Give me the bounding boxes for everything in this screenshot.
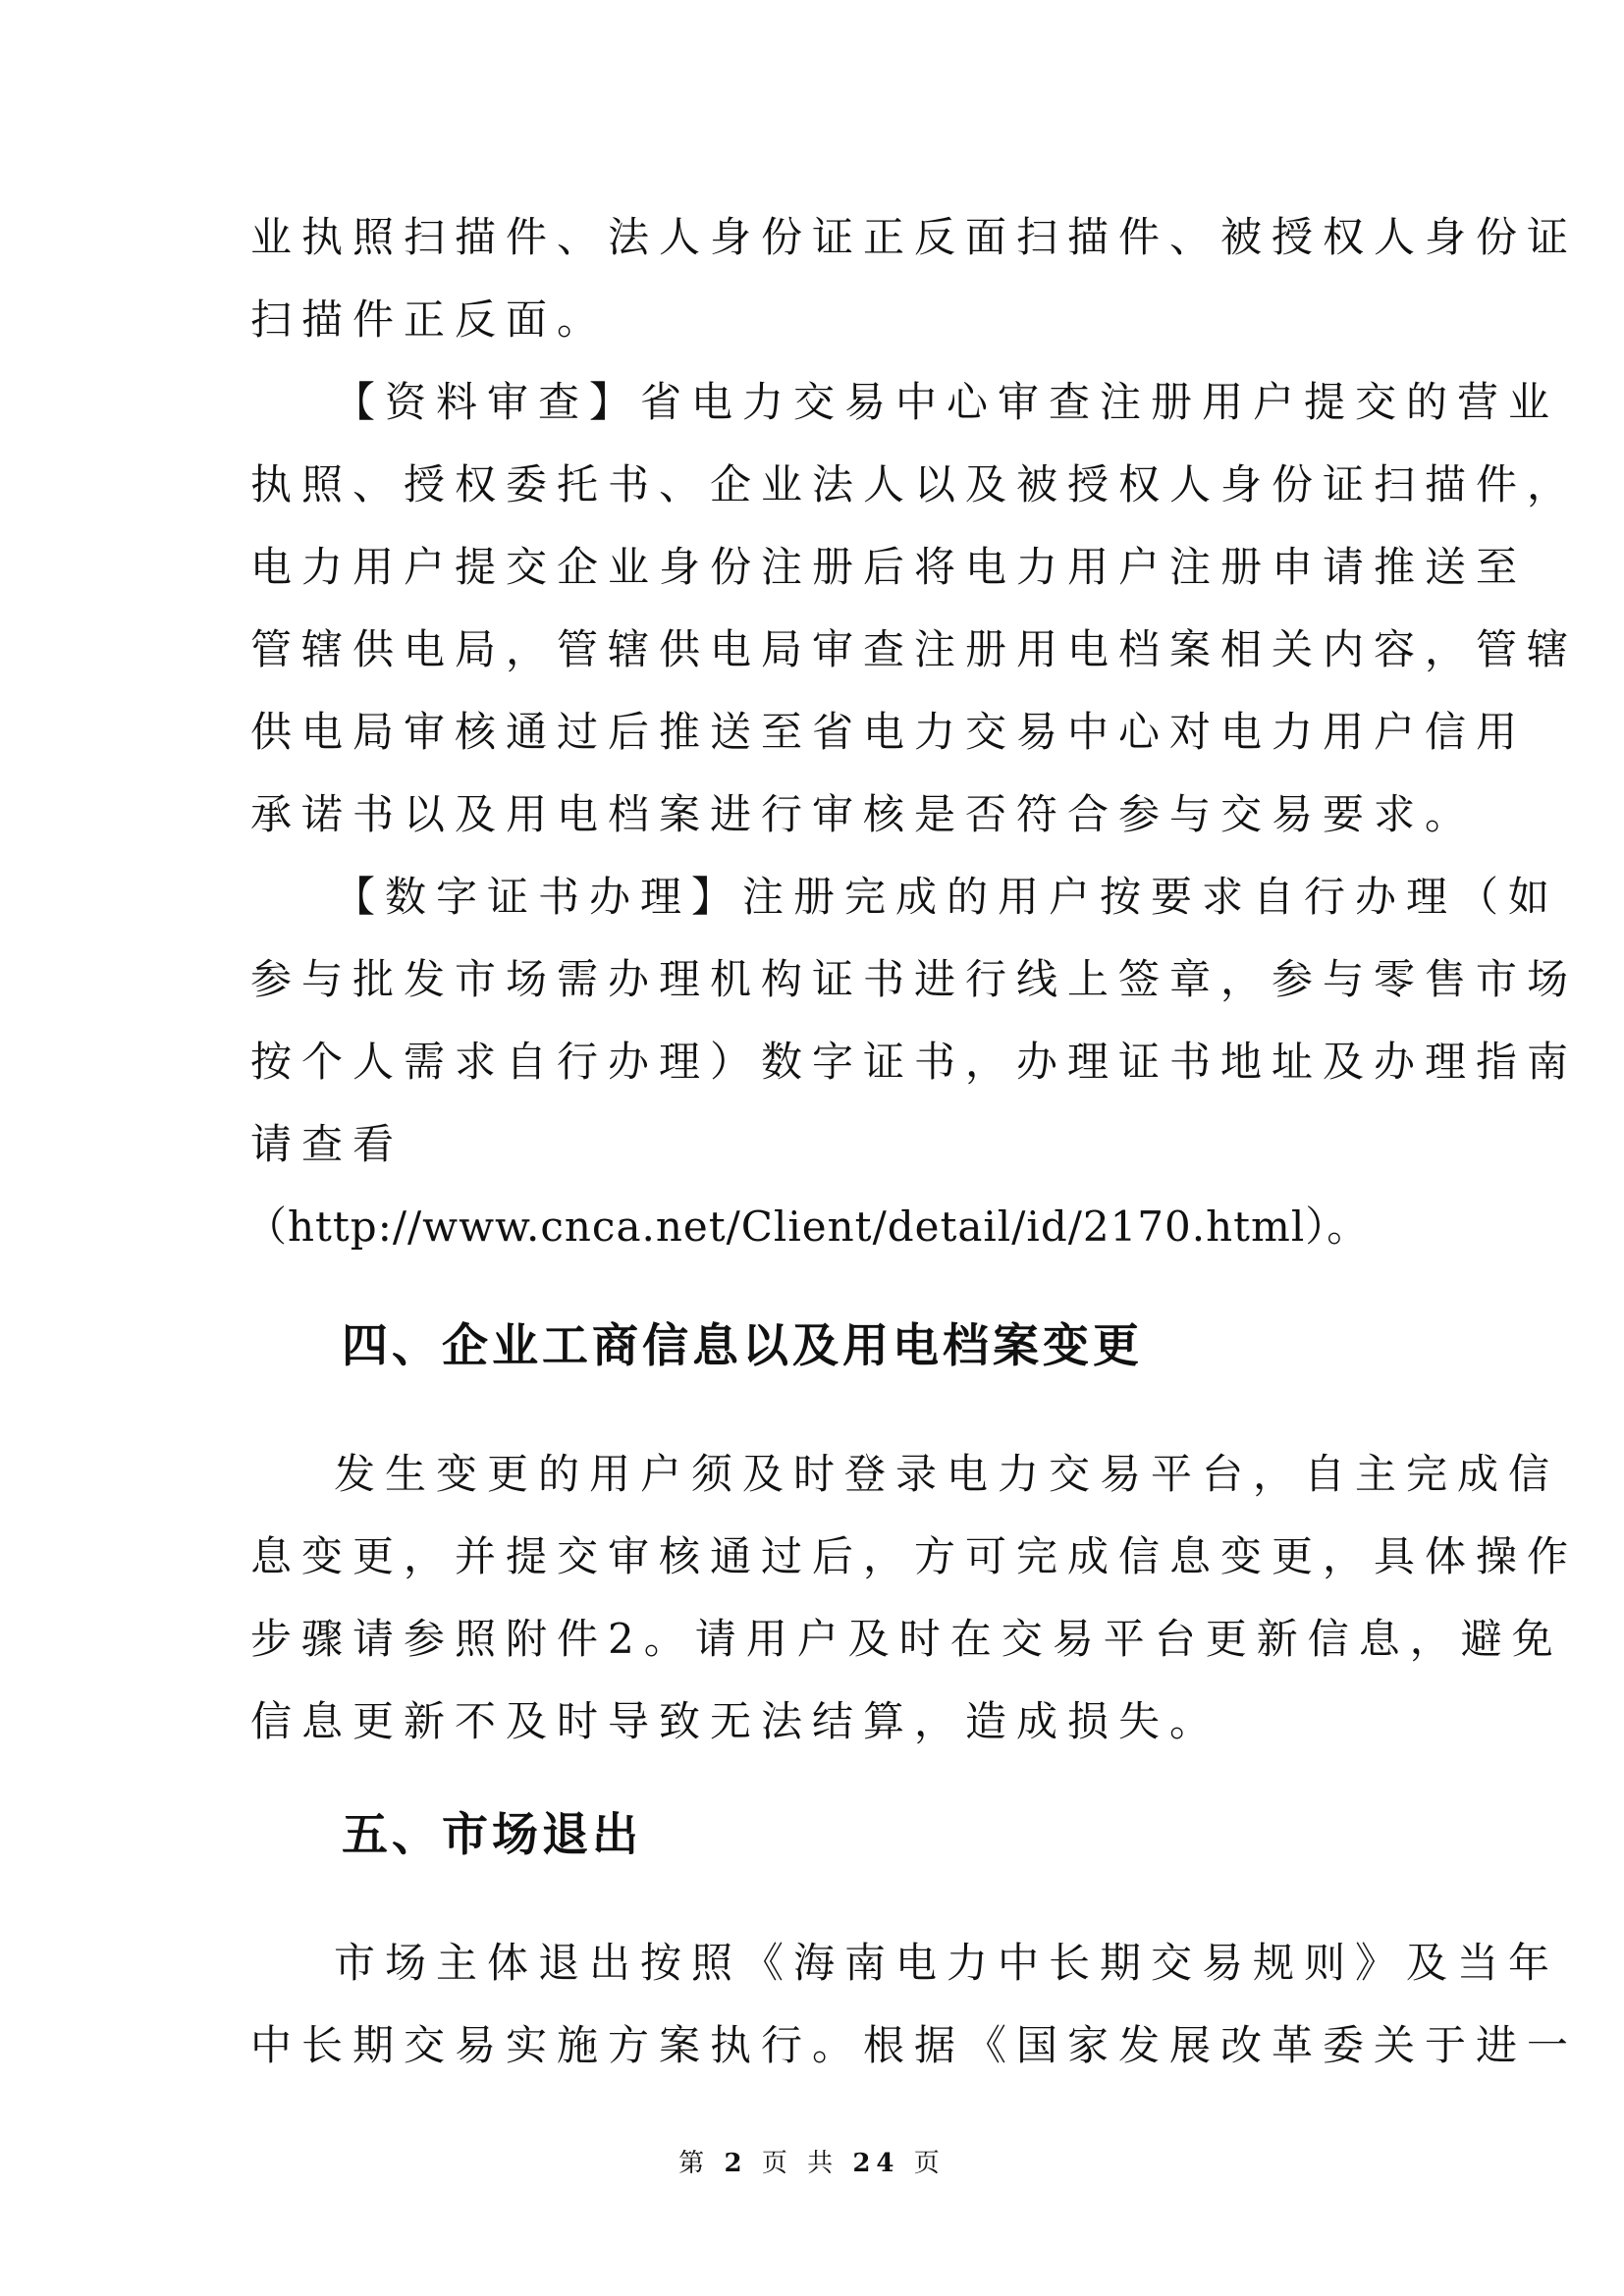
body-line: 请查看 [250, 1120, 405, 1168]
body-line: 【数字证书办理】注册完成的用户按要求自行办理（如 [334, 873, 1560, 921]
body-line: 市场主体退出按照《海南电力中长期交易规则》及当年 [334, 1939, 1560, 1987]
body-line: 息变更，并提交审核通过后，方可完成信息变更，具体操作 [250, 1532, 1579, 1580]
body-line: 扫描件正反面。 [250, 295, 609, 344]
body-line: 中长期交易实施方案执行。根据《国家发展改革委关于进一 [250, 2021, 1579, 2069]
body-line: 信息更新不及时导致无法结算，造成损失。 [250, 1697, 1221, 1745]
footer-suffix: 页 [913, 2149, 946, 2178]
total-pages: 24 [852, 2149, 900, 2178]
body-line: 执照、授权委托书、企业法人以及被授权人身份证扫描件， [250, 460, 1579, 508]
url-line: （http://www.cnca.net/Client/detail/id/2170.html）。 [245, 1202, 1370, 1251]
section-heading: 五、市场退出 [342, 1808, 642, 1862]
section-heading: 四、企业工商信息以及用电档案变更 [342, 1319, 1143, 1373]
body-line: 供电局审核通过后推送至省电力交易中心对电力用户信用 [250, 708, 1528, 756]
footer-prefix: 第 [678, 2149, 711, 2178]
page-footer [0, 2146, 1624, 2181]
body-line: 按个人需求自行办理）数字证书，办理证书地址及办理指南 [250, 1038, 1579, 1086]
body-line: 电力用户提交企业身份注册后将电力用户注册申请推送至 [250, 543, 1528, 591]
body-line: 【资料审查】省电力交易中心审查注册用户提交的营业 [334, 378, 1560, 426]
body-line: 发生变更的用户须及时登录电力交易平台，自主完成信 [334, 1450, 1560, 1498]
page-number: 2 [724, 2149, 748, 2178]
body-line: 业执照扫描件、法人身份证正反面扫描件、被授权人身份证 [250, 213, 1579, 261]
body-line: 承诺书以及用电档案进行审核是否符合参与交易要求。 [250, 790, 1477, 838]
body-line: 管辖供电局，管辖供电局审查注册用电档案相关内容，管辖 [250, 625, 1579, 673]
body-line: 参与批发市场需办理机构证书进行线上签章，参与零售市场 [250, 955, 1579, 1003]
footer-middle: 页 共 [761, 2149, 839, 2178]
body-line: 步骤请参照附件2。请用户及时在交易平台更新信息，避免 [250, 1615, 1563, 1663]
